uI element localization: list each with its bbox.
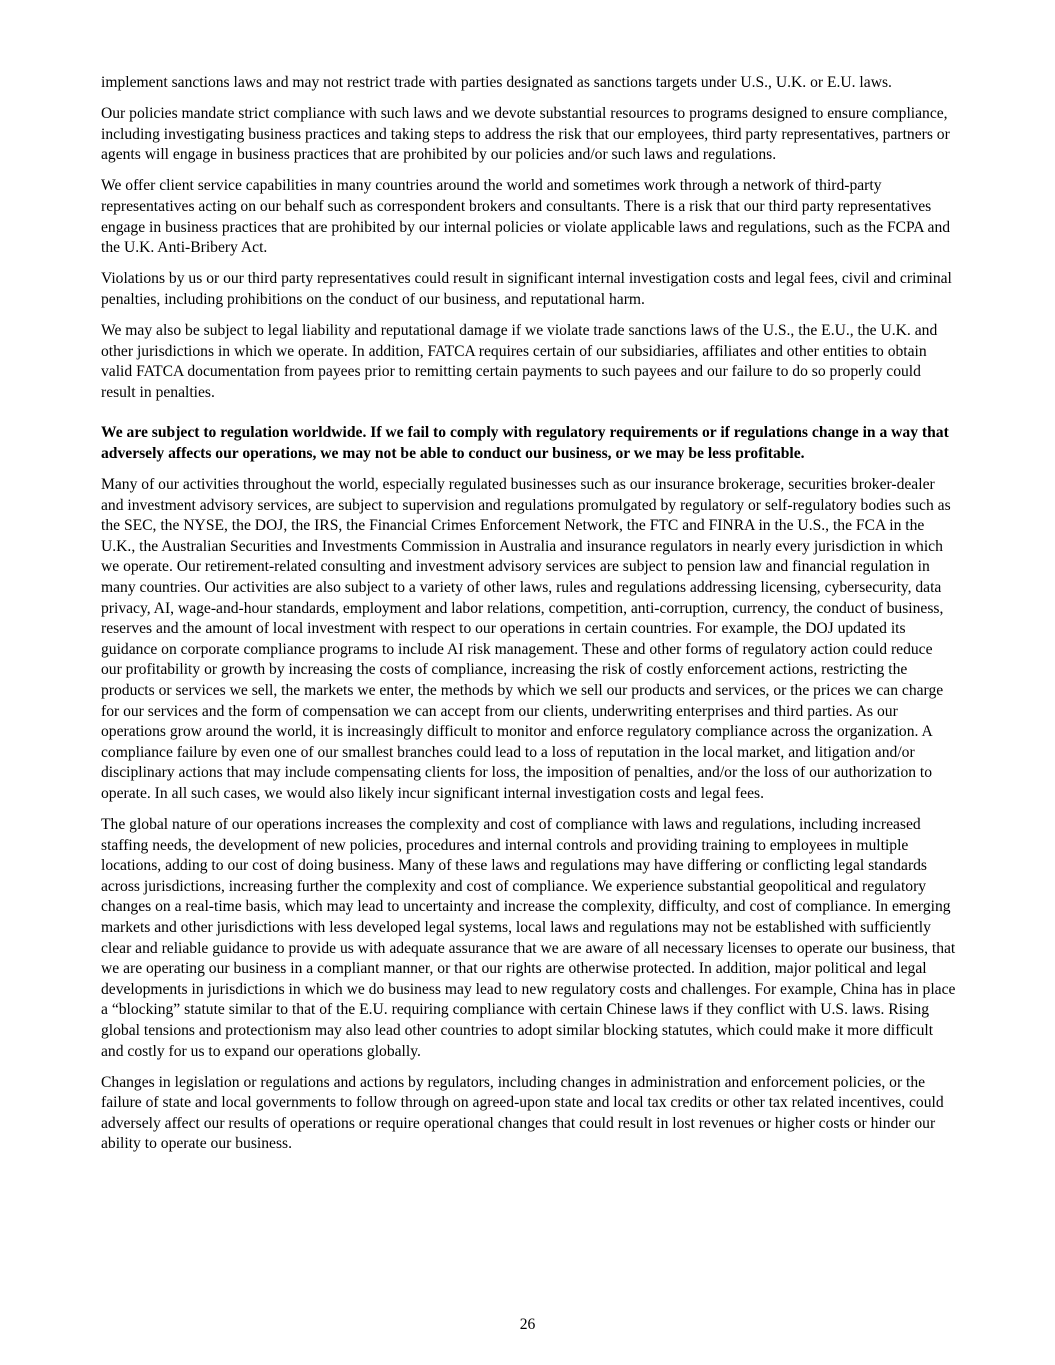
paragraph-third-party-representatives: We offer client service capabilities in many countries around the world and sometimes work through a network of third-party representatives acting on our behalf such as correspondent brokers and consultants. There is a risk that our third party representatives engage in business practices that are prohibited by our internal policies or violate applicable laws and regulations, such as the FCPA and the U.K. Anti-Bribery Act. bbox=[101, 177, 951, 257]
page-number: 26 bbox=[519, 1316, 536, 1333]
paragraph-global-compliance-cost: The global nature of our operations increases the complexity and cost of compliance with laws and regulations, including increased staffing needs, the development of new policies, procedures and internal controls and providing training to employees in multiple locations, adding to our cost of doing business. Many of these laws and regulations may have differing or conflicting legal standards across jurisdictions, increasing further the complexity and cost of compliance. We experience substantial geopolitical and regulatory changes on a real-time basis, which may lead to uncertainty and increase the complexity, difficulty, and cost of compliance. In emerging markets and other jurisdictions with less developed legal systems, local laws and regulations may not be established with sufficiently clear and reliable guidance to provide us with adequate assurance that we are aware of all necessary licenses to operate our business, that we are operating our business in a compliant manner, or that our rights are otherwise protected. In addition, major political and legal developments in jurisdictions in which we do business may lead to new regulatory costs and challenges. For example, China has in place a “blocking” statute similar to that of the E.U. requiring compliance with certain Chinese laws if they conflict with U.S. laws. Rising global tensions and protectionism may also lead other countries to adopt similar blocking statutes, which could make it more difficult and costly for us to expand our operations globally. bbox=[101, 816, 956, 1060]
paragraph-violations: Violations by us or our third party representatives could result in significant internal investigation costs and legal fees, civil and criminal penalties, including prohibitions on the conduct of our business, and reputational harm. bbox=[101, 270, 952, 308]
paragraph-legislative-changes: Changes in legislation or regulations and actions by regulators, including changes in administration and enforcement policies, or the failure of state and local governments to follow through on agreed-upon state and local tax credits or other tax related incentives, could adversely affect our results of operations or require operational changes that could result in lost revenues or higher costs or hinder our ability to operate our business. bbox=[101, 1073, 944, 1153]
section-heading-regulation: We are subject to regulation worldwide. If we fail to comply with regulatory requirements or if regulations change in a way that adversely affects our operations, we may not be able to conduct our business, or we may be less profitable. bbox=[101, 424, 949, 462]
paragraph-trade-sanctions-fatca: We may also be subject to legal liability and reputational damage if we violate trade sanctions laws of the U.S., the E.U., the U.K. and other jurisdictions in which we operate. In addition, FATCA requires certain of our subsidiaries, affiliates and other entities to obtain valid FATCA documentation from payees prior to remitting certain payments to such payees and our failure to do so properly could result in penalties. bbox=[101, 321, 938, 401]
paragraph-compliance-policies: Our policies mandate strict compliance with such laws and we devote substantial resources to programs designed to ensure compliance, including investigating business practices and taking steps to address the risk that our employees, third party representatives, partners or agents will engage in business practices that are prohibited by our policies and/or such laws and regulations. bbox=[101, 105, 950, 164]
paragraph-regulated-activities: Many of our activities throughout the world, especially regulated businesses such as our insurance brokerage, securities broker-dealer and investment advisory services, are subject to supervision and regulations promulgated by regulatory or self-regulatory bodies such as the SEC, the NYSE, the DOJ, the IRS, the Financial Crimes Enforcement Network, the FTC and FINRA in the U.S., the FCA in the U.K., the Australian Securities and Investments Commission in Australia and insurance regulators in nearly every jurisdiction in which we operate. Our retirement-related consulting and investment advisory services are subject to pension law and financial regulation in many countries. Our activities are also subject to a variety of other laws, rules and regulations addressing licensing, cybersecurity, data privacy, AI, wage-and-hour standards, employment and labor relations, competition, anti-corruption, currency, the conduct of business, reserves and the amount of local investment with respect to our operations in certain countries. For example, the DOJ updated its guidance on corporate compliance programs to include AI risk management. These and other forms of regulatory action could reduce our profitability or growth by increasing the costs of compliance, increasing the risk of costly enforcement actions, restricting the products or services we sell, the markets we enter, the methods by which we sell our products and services, or the prices we can charge for our services and the form of compensation we can accept from our clients, underwriting enterprises and third parties. As our operations grow around the world, it is increasingly difficult to monitor and enforce regulatory compliance across the organization. A compliance failure by even one of our smallest branches could lead to a loss of reputation in the local market, and litigation and/or disciplinary actions that may include compensating clients for loss, the imposition of penalties, and/or the loss of our authorization to operate. In all such cases, we would also likely incur significant internal investigation costs and legal fees. bbox=[101, 476, 951, 802]
document-body bbox=[101, 73, 957, 1166]
paragraph-sanctions-continued: implement sanctions laws and may not restrict trade with parties designated as sanctions targets under U.S., U.K. or E.U. laws. bbox=[101, 74, 892, 91]
